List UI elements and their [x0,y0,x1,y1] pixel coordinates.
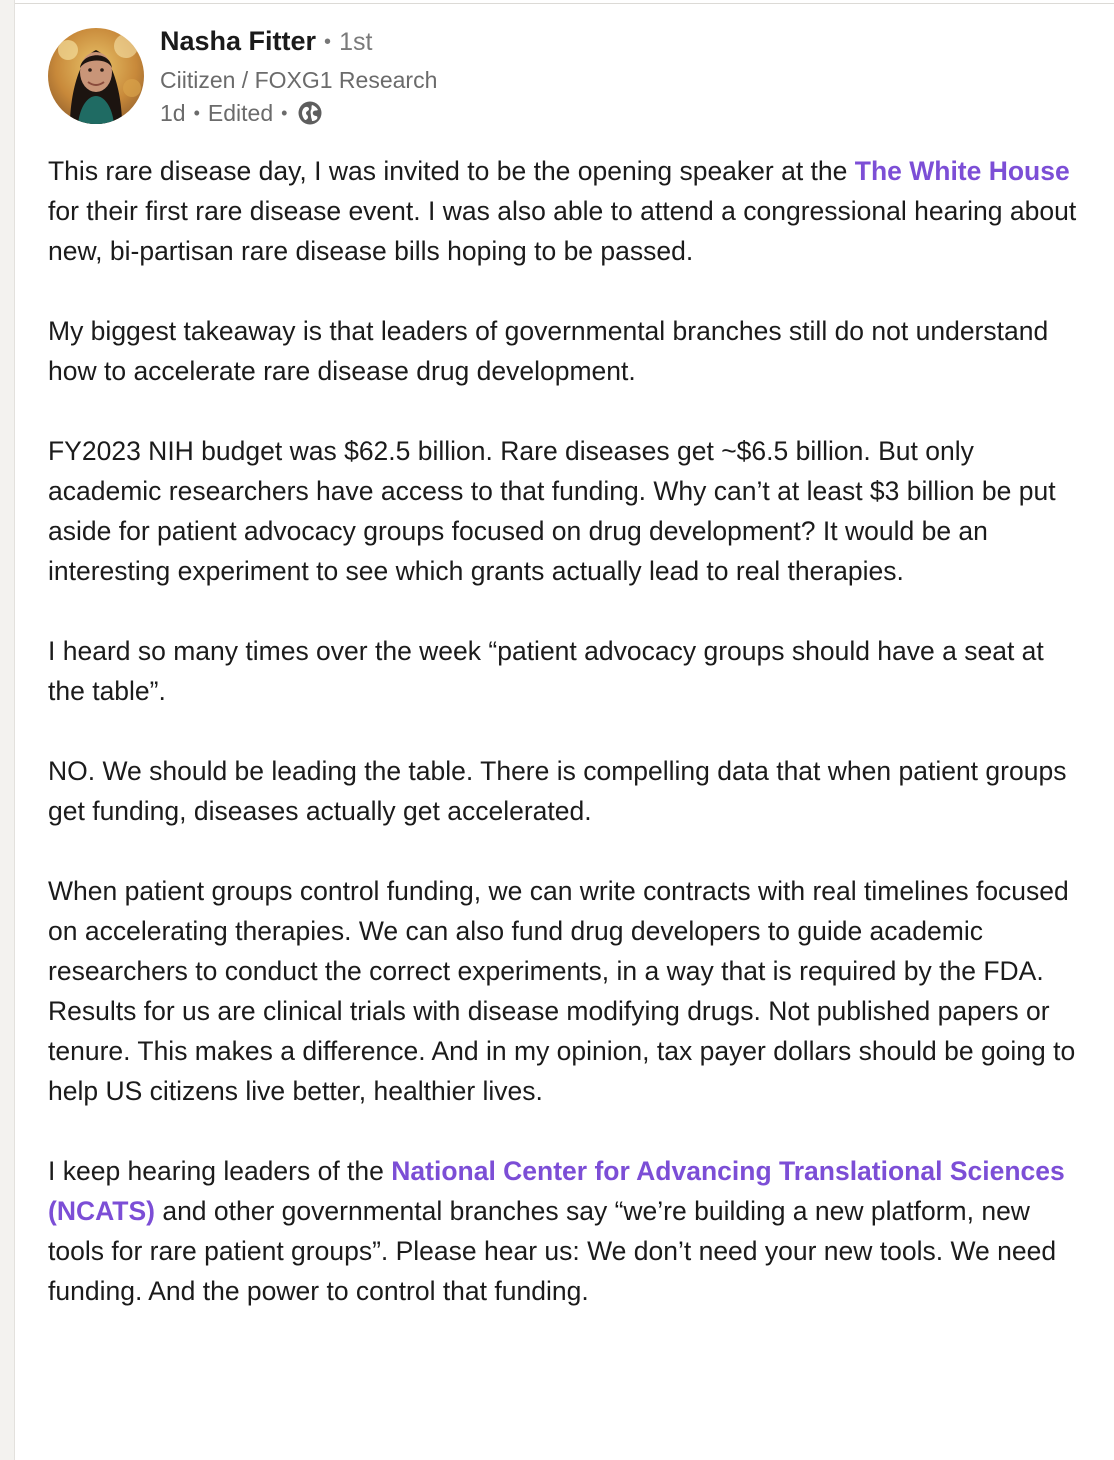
post-paragraph: My biggest takeaway is that leaders of governmental branches still do not understand how to accelerate rare disease drug development. [48,316,1049,386]
post-paragraph [48,151,1078,271]
avatar-photo [48,28,144,124]
post-paragraph: FY2023 NIH budget was $62.5 billion. Rare diseases get ~$6.5 billion. But only academic researchers have access to that funding. Why can’t at least $3 billion be put aside for patient advocacy groups focused on drug development? It would be an interesting experiment to see which grants actually lead to real therapies. [48,436,1056,586]
separator-dot: • [193,102,200,123]
paragraph-text: This rare disease day, I was invited to be the opening speaker at the [48,156,855,186]
author-headline: Ciitizen / FOXG1 Research [160,67,438,93]
post-paragraph: NO. We should be leading the table. There is compelling data that when patient groups get funding, diseases actually get accelerated. [48,756,1067,826]
post-header [48,26,1078,129]
post-paragraph: I heard so many times over the week “patient advocacy groups should have a seat at the table”. [48,636,1044,706]
author-name-line [160,26,437,64]
edited-label: Edited [207,99,274,126]
globe-icon[interactable] [297,100,323,126]
paragraph-text: and other governmental branches say “we’re building a new platform, new tools for rare patient groups”. Please hear us: We don’t need your new tools. We need funding. And the power to control that funding. [48,1196,1057,1306]
separator-dot: • [324,31,332,53]
feed-left-rail [0,0,15,1460]
post-paragraph [48,1151,1078,1311]
avatar[interactable] [48,28,144,124]
author-meta [160,26,437,129]
post-top-divider [15,3,1114,4]
post-body [48,151,1078,1311]
separator-dot: • [281,102,288,123]
paragraph-text: for their first rare disease event. I was also able to attend a congressional hearing about new, bi-partisan rare disease bills hoping to be passed. [48,196,1077,266]
mention-link-the-white-house[interactable]: The White House [854,156,1070,186]
post-paragraph: When patient groups control funding, we can write contracts with real timelines focused on accelerating therapies. We can also fund drug developers to guide academic researchers to conduct the correct experiments, in a way that is required by the FDA. Results for us are clinical trials with disease modifying drugs. Not published papers or tenure. This makes a difference. And in my opinion, tax payer dollars should be going to help US citizens live better, healthier lives. [48,876,1076,1106]
author-name[interactable]: Nasha Fitter [160,26,317,56]
mention-link-ncats[interactable]: National Center for Advancing Translational Sciences (NCATS) [48,1156,1065,1226]
posted-ago: 1d [160,99,186,126]
post-timestamp-line [160,97,437,129]
paragraph-text: I keep hearing leaders of the [48,1156,392,1186]
feed-post [48,26,1078,1351]
connection-degree: 1st [339,28,373,56]
